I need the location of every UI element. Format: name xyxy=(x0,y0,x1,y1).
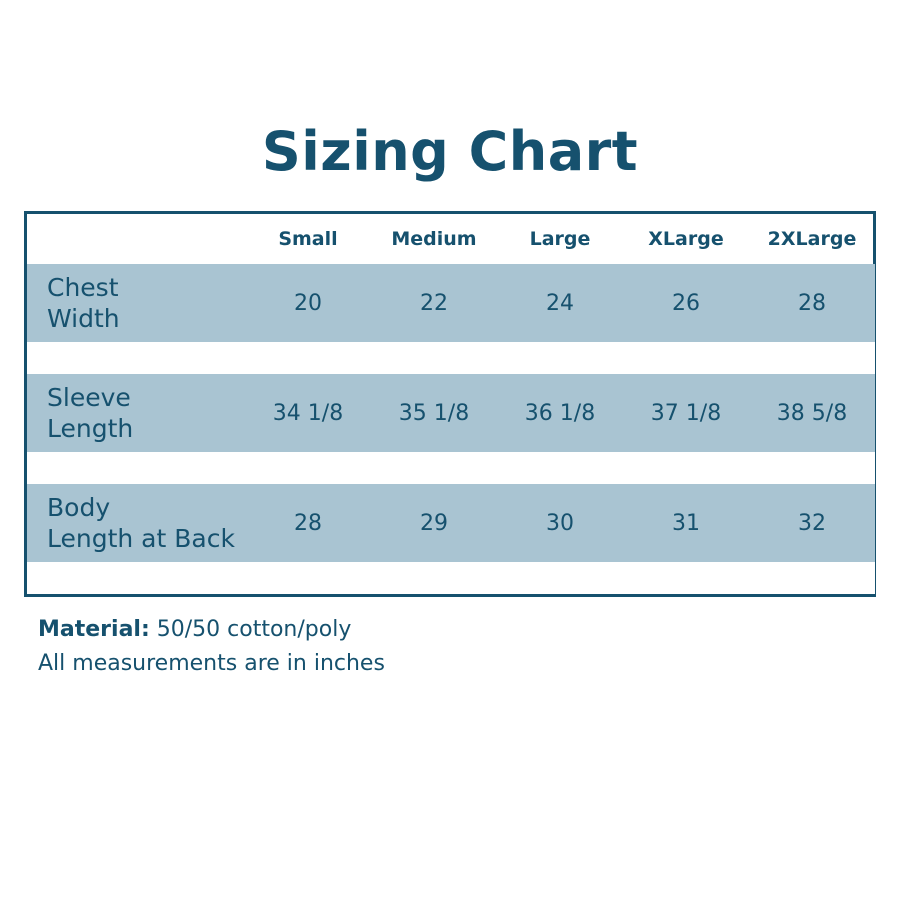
row-label-line1: Chest xyxy=(47,272,119,302)
column-header-xlarge: XLarge xyxy=(648,228,724,250)
row-spacer-cell xyxy=(27,452,875,484)
row-label-line1: Sleeve xyxy=(47,382,131,412)
column-header-medium: Medium xyxy=(391,228,477,250)
row-spacer xyxy=(27,342,875,374)
sizing-table xyxy=(27,214,875,594)
column-header-corner xyxy=(27,214,245,264)
units-note: All measurements are in inches xyxy=(38,650,385,676)
table-header-row xyxy=(27,214,875,264)
row-label-line2: Length at Back xyxy=(47,524,235,553)
column-header-2xlarge: 2XLarge xyxy=(767,228,857,250)
cell-sleeve-length-small: 34 1/8 xyxy=(272,400,344,426)
material-value: 50/50 cotton/poly xyxy=(149,617,352,642)
table-row xyxy=(27,484,875,562)
row-label-sleeve-length xyxy=(27,374,245,452)
row-label-line1: Body xyxy=(47,492,111,522)
cell-chest-width-medium: 22 xyxy=(420,290,448,316)
sizing-table-container xyxy=(24,211,876,597)
row-spacer xyxy=(27,562,875,594)
row-label-line2: Width xyxy=(47,304,120,333)
cell-chest-width-large: 24 xyxy=(546,290,574,316)
footer-notes xyxy=(38,614,738,680)
table-row xyxy=(27,264,875,342)
row-spacer xyxy=(27,452,875,484)
column-header-large: Large xyxy=(529,228,591,250)
cell-chest-width-xlarge: 26 xyxy=(672,290,700,316)
cell-chest-width-2xlarge: 28 xyxy=(798,290,826,316)
cell-body-length-xlarge: 31 xyxy=(672,510,700,536)
cell-sleeve-length-xlarge: 37 1/8 xyxy=(650,400,722,426)
cell-body-length-small: 28 xyxy=(294,510,322,536)
cell-sleeve-length-medium: 35 1/8 xyxy=(398,400,470,426)
column-header-small: Small xyxy=(278,228,338,250)
row-label-chest-width xyxy=(27,264,245,342)
table-row xyxy=(27,374,875,452)
cell-body-length-2xlarge: 32 xyxy=(798,510,826,536)
cell-body-length-large: 30 xyxy=(546,510,574,536)
cell-body-length-medium: 29 xyxy=(420,510,448,536)
row-label-line2: Length xyxy=(47,414,134,443)
row-spacer-cell xyxy=(27,342,875,374)
cell-chest-width-small: 20 xyxy=(294,290,322,316)
material-label: Material: xyxy=(38,617,150,642)
cell-sleeve-length-2xlarge: 38 5/8 xyxy=(776,400,848,426)
row-label-body-length-at-back xyxy=(27,484,245,562)
page-title: Sizing Chart xyxy=(261,120,639,183)
row-spacer-cell xyxy=(27,562,875,594)
cell-sleeve-length-large: 36 1/8 xyxy=(524,400,596,426)
